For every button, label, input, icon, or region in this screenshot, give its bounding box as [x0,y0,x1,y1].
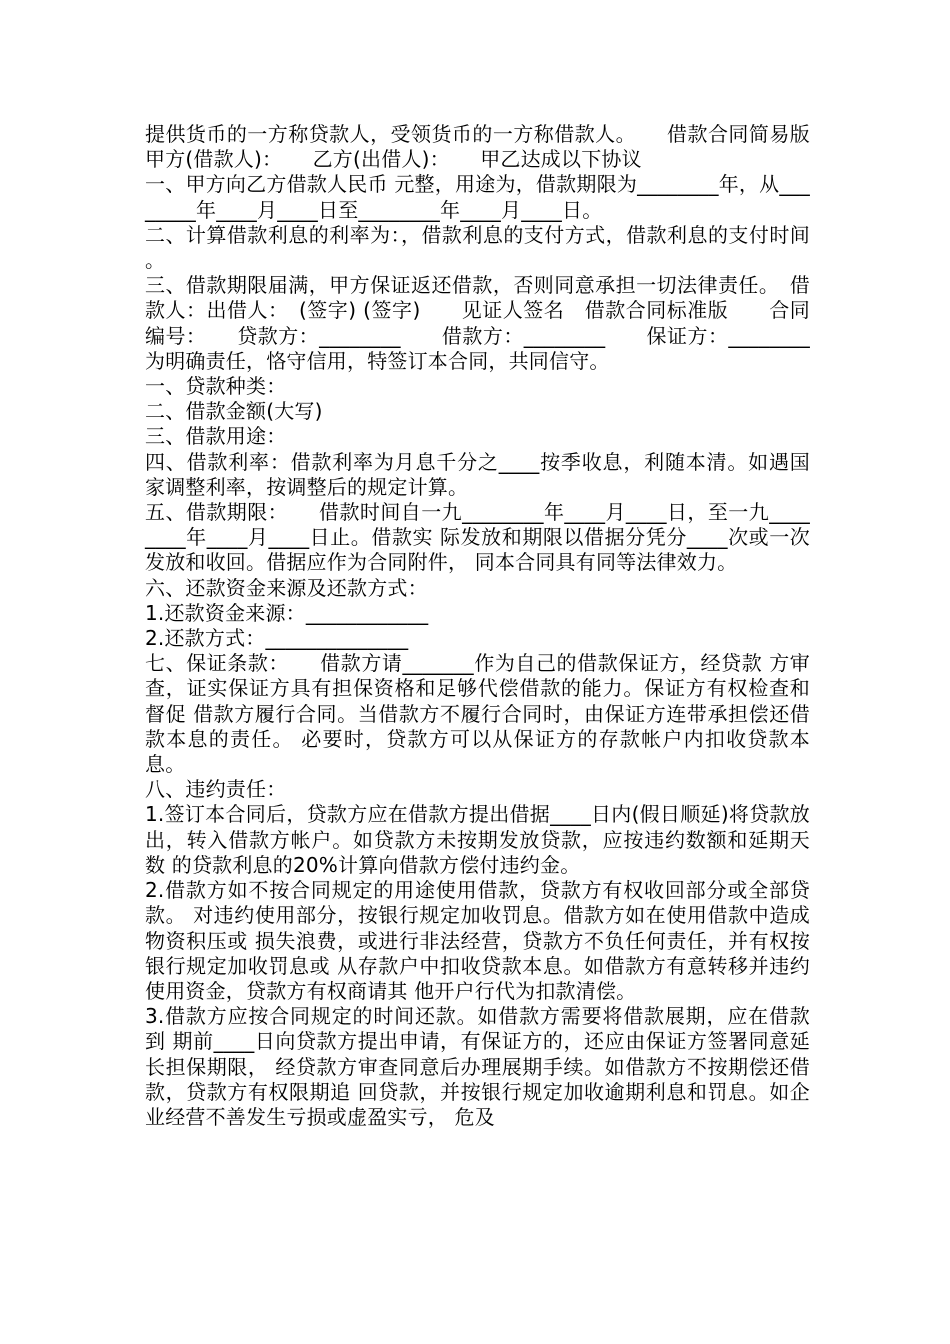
paragraph-repayment-method: 2.还款方式：______________ [145,626,409,651]
paragraph-clause-1: 一、甲方向乙方借款人民币 元整，用途为，借款期限为________年，从________年____月____日至________年____月____日。 [145,172,810,222]
paragraph-breach-heading: 八、违约责任： [145,777,287,802]
paragraph-interest-rate: 四、借款利率：借款利率为月息千分之____按季收息，利随本清。如遇国家调整利率，按调整后的规定计算。 [145,449,810,499]
document-body [145,122,851,1130]
paragraph-clause-2: 二、计算借款利息的利率为：，借款利息的支付方式，借款利息的支付时间 。 [145,222,810,273]
paragraph-loan-amount: 二、借款金额(大写) [145,399,323,424]
paragraph-intro: 提供货币的一方称贷款人，受领货币的一方称借款人。 借款合同简易版 甲方(借款人)： 乙方(出借人)： 甲乙达成以下协议 [145,122,851,172]
paragraph-loan-purpose: 三、借款用途： [145,424,287,449]
paragraph-clause-3: 三、借款期限届满，甲方保证返还借款，否则同意承担一切法律责任。 借款人：出借人： (签字) (签字) 见证人签名 借款合同标准版 合同编号： 贷款方：________ 借款方：________ 保证方：________ 为明确责任，恪守信用，特签订本合同，共同信守。 [145,273,851,373]
paragraph-breach-2: 2.借款方如不按合同规定的用途使用借款，贷款方有权收回部分或全部贷款。 对违约使用部分，按银行规定加收罚息。借款方如在使用借款中造成物资积压或 损失浪费，或进行非法经营，贷款方不负任何责任，并有权按银行规定加收罚息或 从存款户中扣收贷款本息。如借款方有意转移并违约使用资金，贷款方有权商请其 他开户行代为扣款清偿。 [145,878,810,1003]
paragraph-repayment-heading: 六、还款资金来源及还款方式： [145,575,428,600]
paragraph-loan-term: 五、借款期限： 借款时间自一九________年____月____日，至一九________年____月____日止。借款实 际发放和期限以借据分凭分____次或一次发放和收回。借据应作为合同附件， 同本合同具有同等法律效力。 [145,500,810,575]
paragraph-breach-1: 1.签订本合同后，贷款方应在借款方提出借据____日内(假日顺延)将贷款放出，转入借款方帐户。如贷款方未按期发放贷款，应按违约数额和延期天数 的贷款利息的20%计算向借款方偿付违约金。 [145,802,810,877]
paragraph-repayment-source: 1.还款资金来源：____________ [145,600,429,625]
paragraph-breach-3: 3.借款方应按合同规定的时间还款。如借款方需要将借款展期，应在借款到 期前____日向贷款方提出申请，有保证方的，还应由保证方签署同意延长担保期限， 经贷款方审查同意后办理展期手续。如借款方不按期偿还借款，贷款方有权限期追 回贷款，并按银行规定加收逾期利息和罚息。如企业经营不善发生亏损或虚盈实亏， 危及 [145,1004,810,1129]
paragraph-loan-type: 一、贷款种类： [145,374,287,399]
paragraph-guarantee: 七、保证条款： 借款方请_______作为自己的借款保证方，经贷款 方审查，证实保证方具有担保资格和足够代偿借款的能力。保证方有权检查和督促 借款方履行合同。当借款方不履行合同时，由保证方连带承担偿还借款本息的责任。 必要时，贷款方可以从保证方的存款帐户内扣收贷款本息。 [145,651,810,777]
